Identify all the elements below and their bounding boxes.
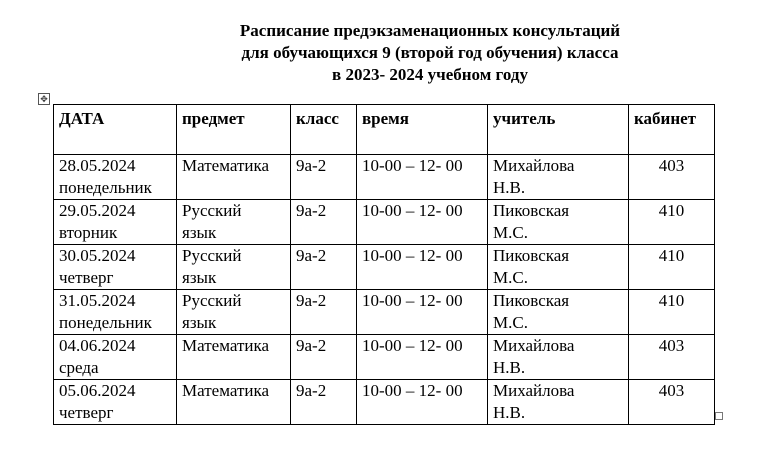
header-room: кабинет [629,105,715,155]
cell-time-time: 10-00 – 12- 00 [362,246,463,265]
cell-time-time: 10-00 – 12- 00 [362,336,463,355]
cell-class [291,200,357,245]
cell-date-date: 04.06.2024 [59,336,136,355]
cell-time [357,380,488,425]
cell-date-day: понедельник [59,313,152,332]
cell-date [54,200,177,245]
cell-teacher [488,335,629,380]
cell-teacher-teacher2: М.С. [493,223,528,242]
cell-teacher [488,290,629,335]
cell-subject [177,245,291,290]
cell-subject-subject1: Русский [182,201,242,220]
cell-teacher [488,245,629,290]
table-row [54,335,715,380]
cell-room [629,155,715,200]
cell-room-room: 410 [658,201,685,220]
cell-subject [177,200,291,245]
cell-room [629,245,715,290]
cell-date-day: четверг [59,268,114,287]
cell-time [357,245,488,290]
cell-date [54,155,177,200]
cell-date-date: 31.05.2024 [59,291,136,310]
cell-time [357,200,488,245]
cell-teacher [488,155,629,200]
table-row [54,155,715,200]
cell-time [357,155,488,200]
table-row [54,290,715,335]
cell-room-room: 403 [658,381,685,400]
cell-class-class: 9а-2 [296,381,327,400]
cell-room [629,380,715,425]
cell-room [629,290,715,335]
table-row [54,200,715,245]
table-row [54,245,715,290]
cell-subject [177,290,291,335]
header-time: время [357,105,488,155]
cell-room-room: 403 [658,336,685,355]
cell-subject [177,335,291,380]
cell-teacher-teacher1: Михайлова [493,381,575,400]
cell-time-time: 10-00 – 12- 00 [362,381,463,400]
cell-teacher-teacher1: Пиковская [493,291,570,310]
cell-class-class: 9а-2 [296,201,327,220]
cell-teacher-teacher1: Пиковская [493,246,570,265]
header-subject: предмет [177,105,291,155]
cell-class [291,155,357,200]
cell-class-class: 9а-2 [296,246,327,265]
cell-class [291,380,357,425]
header-class: класс [291,105,357,155]
cell-date-day: среда [59,358,99,377]
cell-subject-subject1: Русский [182,291,242,310]
cell-class [291,290,357,335]
cell-date [54,245,177,290]
cell-teacher-teacher2: Н.В. [493,178,526,197]
cell-teacher-teacher2: Н.В. [493,358,526,377]
cell-subject [177,380,291,425]
cell-date-day: вторник [59,223,118,242]
document-title [120,20,740,86]
cell-date-day: понедельник [59,178,152,197]
cell-teacher [488,380,629,425]
cell-room-room: 410 [658,246,685,265]
cell-date-date: 29.05.2024 [59,201,136,220]
cell-date [54,335,177,380]
cell-teacher-teacher1: Михайлова [493,156,575,175]
cell-subject-subject1: Математика [182,156,270,175]
cell-date [54,290,177,335]
title-line-2: для обучающихся 9 (второй год обучения) класса [241,43,619,62]
cell-date-date: 05.06.2024 [59,381,136,400]
schedule-table [53,104,715,425]
cell-subject-subject2: язык [182,313,217,332]
title-line-3: в 2023- 2024 учебном году [332,65,528,84]
cell-subject-subject2: язык [182,268,217,287]
cell-class [291,335,357,380]
table-row [54,380,715,425]
cell-subject-subject1: Русский [182,246,242,265]
cell-room-room: 410 [658,291,685,310]
cell-time-time: 10-00 – 12- 00 [362,291,463,310]
cell-teacher-teacher2: М.С. [493,313,528,332]
cell-subject [177,155,291,200]
title-line-1: Расписание предэкзаменационных консультаций [239,21,621,40]
cell-room [629,200,715,245]
cell-time-time: 10-00 – 12- 00 [362,201,463,220]
cell-time [357,335,488,380]
cell-subject-subject1: Математика [182,381,270,400]
cell-time-time: 10-00 – 12- 00 [362,156,463,175]
cell-subject-subject1: Математика [182,336,270,355]
cell-class-class: 9а-2 [296,156,327,175]
cell-teacher-teacher2: Н.В. [493,403,526,422]
cell-room-room: 403 [658,156,685,175]
cell-teacher-teacher1: Михайлова [493,336,575,355]
cell-date-day: четверг [59,403,114,422]
cell-date [54,380,177,425]
cell-room [629,335,715,380]
cell-class-class: 9а-2 [296,336,327,355]
cell-date-date: 28.05.2024 [59,156,136,175]
cell-teacher-teacher1: Пиковская [493,201,570,220]
cell-subject-subject2: язык [182,223,217,242]
cell-class [291,245,357,290]
table-resize-icon[interactable] [715,412,723,420]
cell-class-class: 9а-2 [296,291,327,310]
cell-date-date: 30.05.2024 [59,246,136,265]
header-date: ДАТА [54,105,177,155]
cell-time [357,290,488,335]
cell-teacher-teacher2: М.С. [493,268,528,287]
table-move-icon[interactable]: ✥ [38,93,50,105]
header-teacher: учитель [488,105,629,155]
table-header-row [54,105,715,155]
cell-teacher [488,200,629,245]
